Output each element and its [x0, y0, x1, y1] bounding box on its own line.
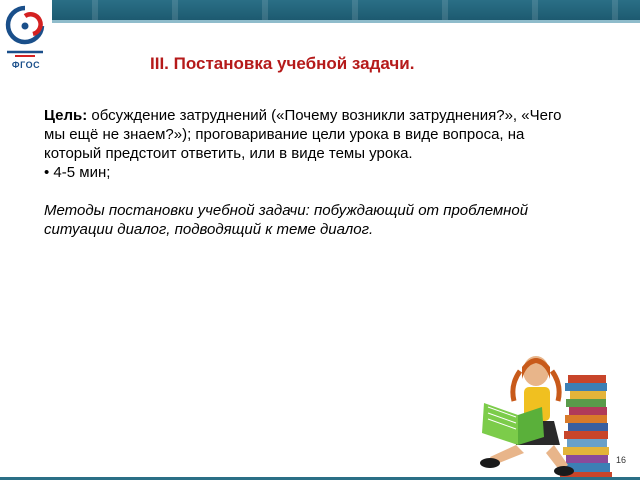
girl-reading-books-illustration: [470, 345, 620, 480]
goal-label: Цель:: [44, 107, 88, 124]
goal-text: обсуждение затруднений («Почему возникли затруднения?», «Чего мы ещё не знаем?»); проговаривание цели урока в виде вопроса, на который предстоит ответить, или в виде темы урока.: [44, 107, 562, 162]
page-number: 16: [615, 455, 626, 465]
slide-body: [44, 106, 564, 239]
header-bar: [52, 0, 640, 20]
slide-title: III. Постановка учебной задачи.: [150, 54, 415, 73]
methods-paragraph: Методы постановки учебной задачи: побуждающий от проблемной ситуации диалог, подводящий к теме диалог.: [44, 202, 529, 238]
logo-caption: ФГОС: [11, 60, 41, 70]
goal-paragraph: [44, 106, 564, 163]
fgos-logo-icon: [3, 2, 47, 60]
duration-bullet: • 4-5 мин;: [44, 164, 111, 181]
header-underline: [52, 20, 640, 23]
